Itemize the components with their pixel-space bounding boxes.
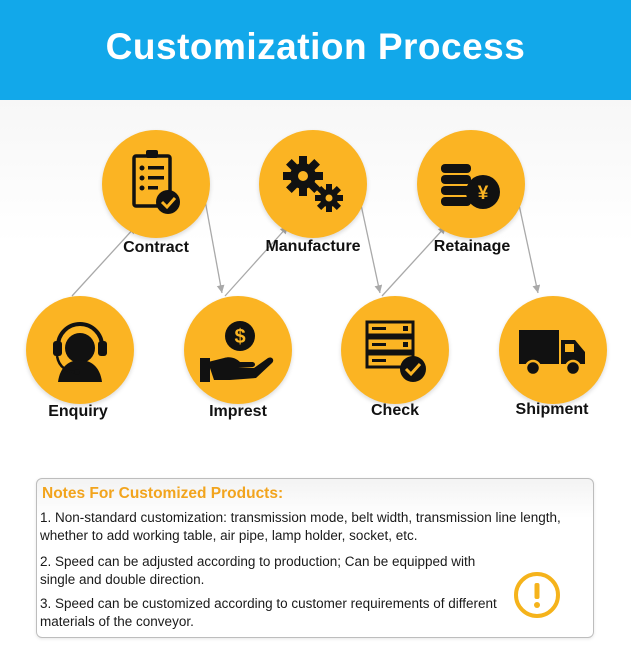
step-shipment <box>499 296 607 404</box>
note-item: 3. Speed can be customized according to customer requirements of different materials of the conveyor. <box>40 596 497 629</box>
note-item: 1. Non-standard customization: transmission mode, belt width, transmission line length, whether to add working table, air pipe, lamp holder, socket, etc. <box>40 510 561 543</box>
clipboard-checklist-icon <box>102 130 210 238</box>
svg-text:$: $ <box>234 326 246 348</box>
step-label-contract: Contract <box>123 239 189 256</box>
headset-agent-icon <box>26 296 134 404</box>
step-manufacture <box>259 130 367 238</box>
coins-yen-icon <box>417 130 525 238</box>
step-label-imprest: Imprest <box>209 403 267 420</box>
step-imprest <box>184 296 292 404</box>
step-check <box>341 296 449 404</box>
notes-title: Notes For Customized Products: <box>42 485 284 502</box>
gears-icon <box>259 130 367 238</box>
step-enquiry <box>26 296 134 404</box>
step-label-check: Check <box>370 402 420 419</box>
money-hand-icon <box>184 296 292 404</box>
step-label-manufacture: Manufacture <box>265 238 361 255</box>
step-contract <box>102 130 210 238</box>
step-label-enquiry: Enquiry <box>48 403 108 420</box>
truck-icon <box>499 296 607 404</box>
step-label-retainage: Retainage <box>433 238 511 255</box>
step-label-shipment: Shipment <box>515 401 589 418</box>
notes-panel <box>36 478 594 638</box>
exclamation-circle-icon <box>513 571 561 619</box>
server-check-icon <box>341 296 449 404</box>
page-title: Customization Process <box>105 26 526 67</box>
svg-text:¥: ¥ <box>477 183 489 204</box>
note-item: 2. Speed can be adjusted according to production; Can be equipped with single and double direction. <box>40 554 476 587</box>
step-retainage <box>417 130 525 238</box>
